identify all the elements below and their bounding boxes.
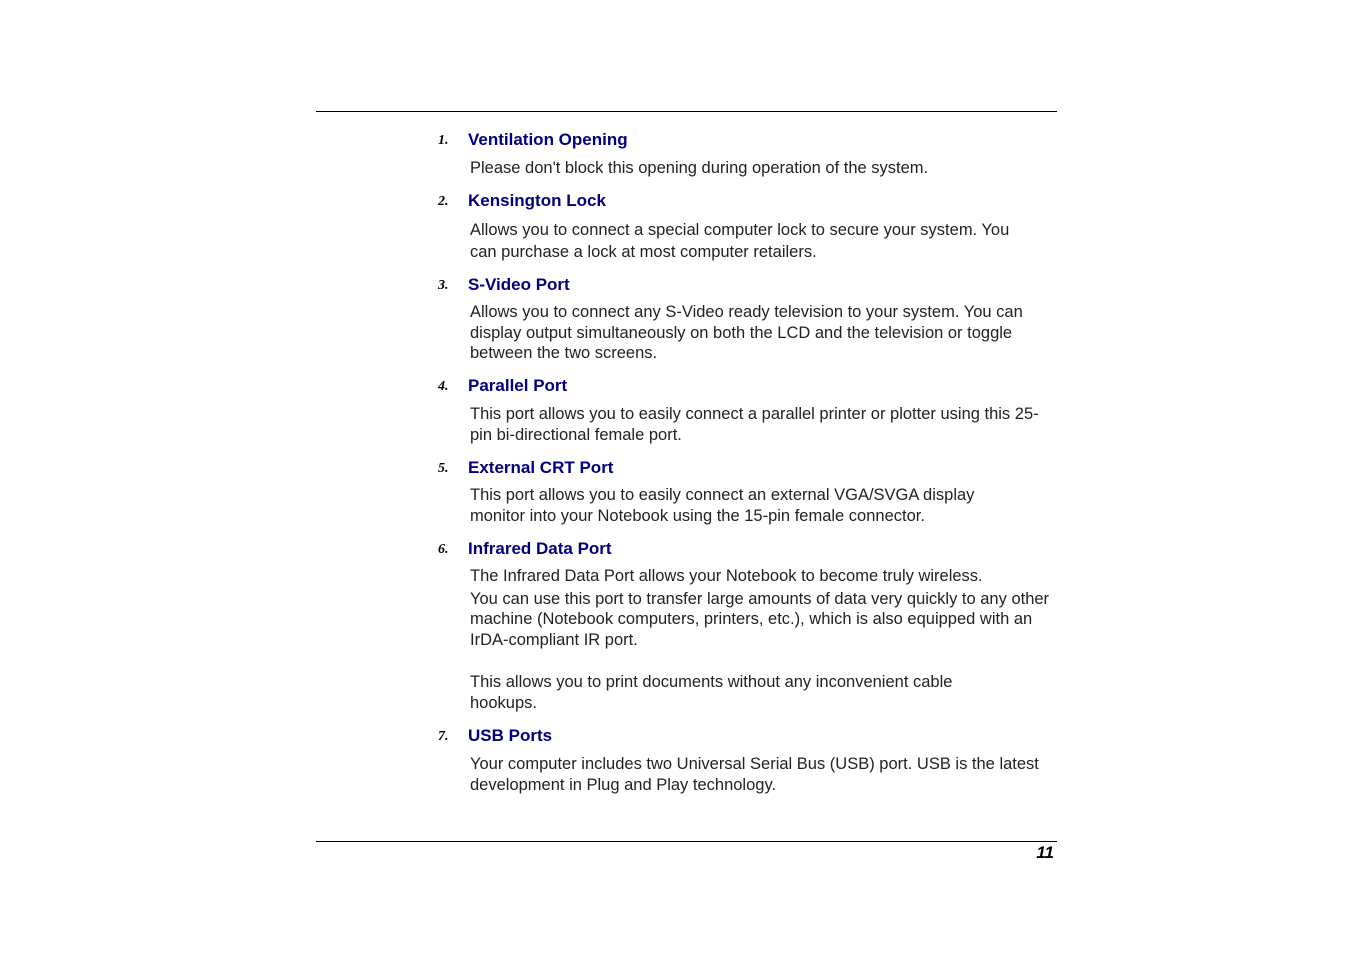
item-paragraph: This port allows you to easily connect a parallel printer or plotter using this 25-pin bi-directional female port. bbox=[470, 405, 1039, 444]
item-heading: External CRT Port bbox=[468, 458, 614, 477]
item-description bbox=[470, 566, 1052, 713]
item-paragraph: Allows you to connect a special computer lock to secure your system. You can purchase a lock at most computer retailers. bbox=[470, 221, 1010, 261]
item-description bbox=[470, 754, 1045, 795]
item-heading: Kensington Lock bbox=[468, 191, 606, 210]
item-paragraph: Allows you to connect any S-Video ready television to your system. You can display output simultaneously on both the LCD and the television or toggle between the two screens. bbox=[470, 303, 1023, 362]
item-paragraph: Please don't block this opening during operation of the system. bbox=[470, 159, 929, 177]
item-heading: Ventilation Opening bbox=[468, 130, 628, 149]
item-number: 1. bbox=[438, 133, 449, 148]
item-paragraph: You can use this port to transfer large amounts of data very quickly to any other machine (Notebook computers, printers, etc.), which is also equipped with an IrDA-compliant IR port. bbox=[470, 589, 1050, 649]
top-rule bbox=[316, 111, 1057, 112]
bottom-rule bbox=[316, 841, 1057, 842]
item-paragraph: The Infrared Data Port allows your Notebook to become truly wireless. bbox=[470, 567, 983, 585]
item-number: 3. bbox=[438, 278, 449, 293]
item-number: 5. bbox=[438, 461, 449, 476]
item-heading: S-Video Port bbox=[468, 275, 570, 294]
item-number: 6. bbox=[438, 542, 449, 557]
item-paragraph: Your computer includes two Universal Serial Bus (USB) port. USB is the latest development in Plug and Play technology. bbox=[470, 755, 1039, 794]
item-heading: Parallel Port bbox=[468, 376, 568, 395]
item-description bbox=[470, 302, 1040, 364]
item-number: 7. bbox=[438, 729, 449, 744]
item-number: 4. bbox=[438, 379, 449, 394]
item-paragraph: This port allows you to easily connect an external VGA/SVGA display monitor into your Notebook using the 15-pin female connector. bbox=[470, 486, 975, 525]
item-description bbox=[470, 219, 1030, 263]
item-heading: Infrared Data Port bbox=[468, 539, 612, 558]
item-heading: USB Ports bbox=[468, 726, 553, 745]
item-paragraph: This allows you to print documents without any inconvenient cable hookups. bbox=[470, 673, 953, 712]
item-description bbox=[470, 404, 1055, 445]
item-description bbox=[470, 158, 1055, 179]
page-number: 11 bbox=[1036, 843, 1054, 862]
item-number: 2. bbox=[438, 194, 449, 209]
item-description bbox=[470, 485, 1020, 526]
